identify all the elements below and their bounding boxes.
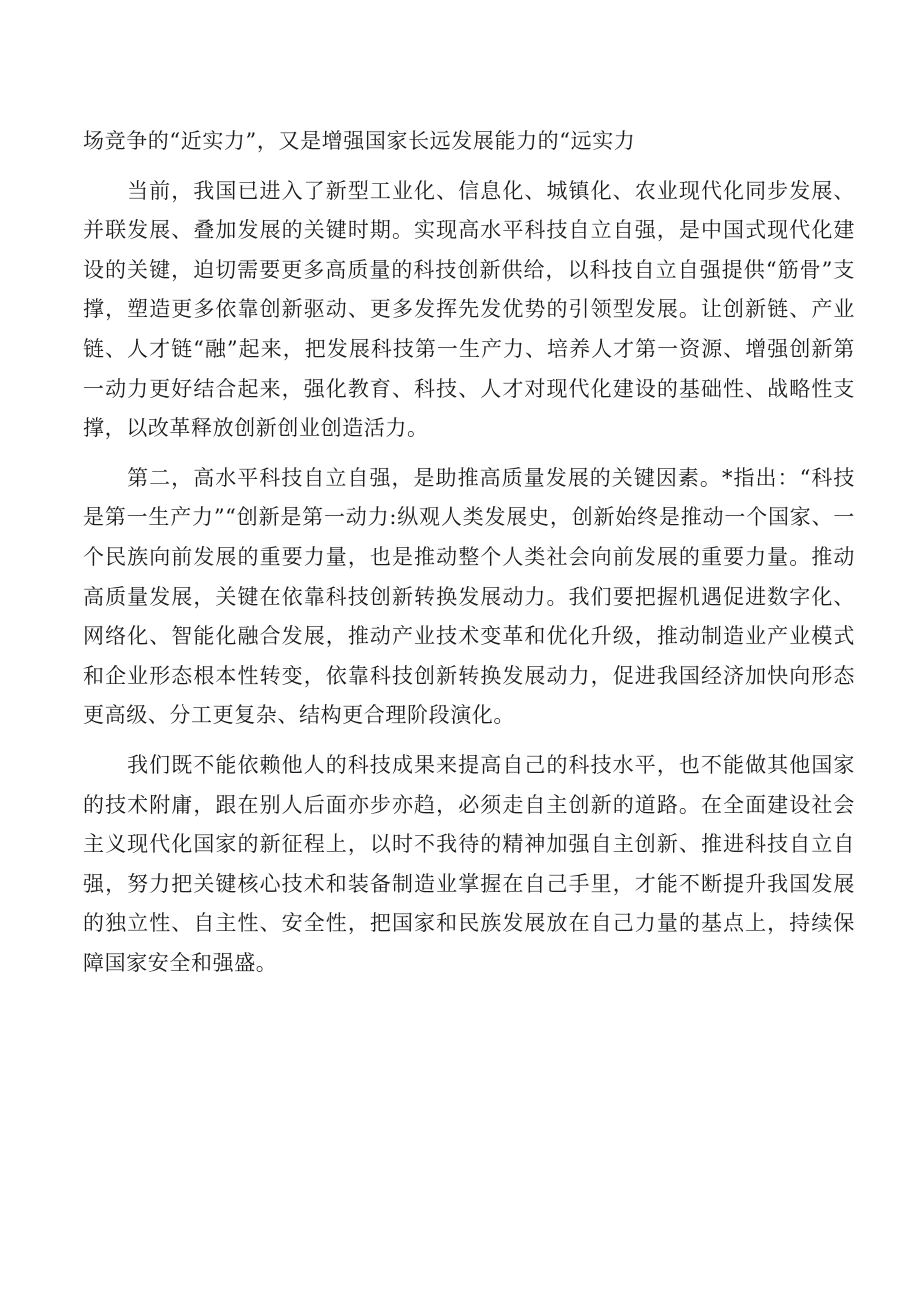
paragraph: 第二，高水平科技自立自强，是助推高质量发展的关键因素。*指出：“科技是第一生产力”“创新是第一动力:纵观人类发展史，创新始终是推动一个国家、一个民族向前发展的重要力量，也是推动整个人类社会向前发展的重要力量。推动高质量发展，关键在依靠科技创新转换发展动力。我们要把握机遇促进数字化、网络化、智能化融合发展，推动产业技术变革和优化升级，推动制造业产业模式和企业形态根本性转变，依靠科技创新转换发展动力，促进我国经济加快向形态更高级、分工更复杂、结构更合理阶段演化。 — [83, 465, 855, 728]
paragraph: 当前，我国已进入了新型工业化、信息化、城镇化、农业现代化同步发展、并联发展、叠加发展的关键时期。实现高水平科技自立自强，是中国式现代化建设的关键，迫切需要更多高质量的科技创新供给，以科技自立自强提供“筋骨”支撑，塑造更多依靠创新驱动、更多发挥先发优势的引领型发展。让创新链、产业链、人才链“融”起来，把发展科技第一生产力、培养人才第一资源、增强创新第一动力更好结合起来，强化教育、科技、人才对现代化建设的基础性、战略性支撑，以改革释放创新创业创造活力。 — [83, 178, 855, 441]
paragraph: 我们既不能依赖他人的科技成果来提高自己的科技水平，也不能做其他国家的技术附庸，跟在别人后面亦步亦趋，必须走自主创新的道路。在全面建设社会主义现代化国家的新征程上，以时不我待的精神加强自主创新、推进科技自立自强，努力把关键核心技术和装备制造业掌握在自己手里，才能不断提升我国发展的独立性、自主性、安全性，把国家和民族发展放在自己力量的基点上，持续保障国家安全和强盛。 — [83, 752, 855, 975]
document-body — [83, 122, 855, 983]
paragraph-continuation: 场竞争的“近实力”，又是增强国家长远发展能力的“远实力 — [83, 129, 636, 153]
